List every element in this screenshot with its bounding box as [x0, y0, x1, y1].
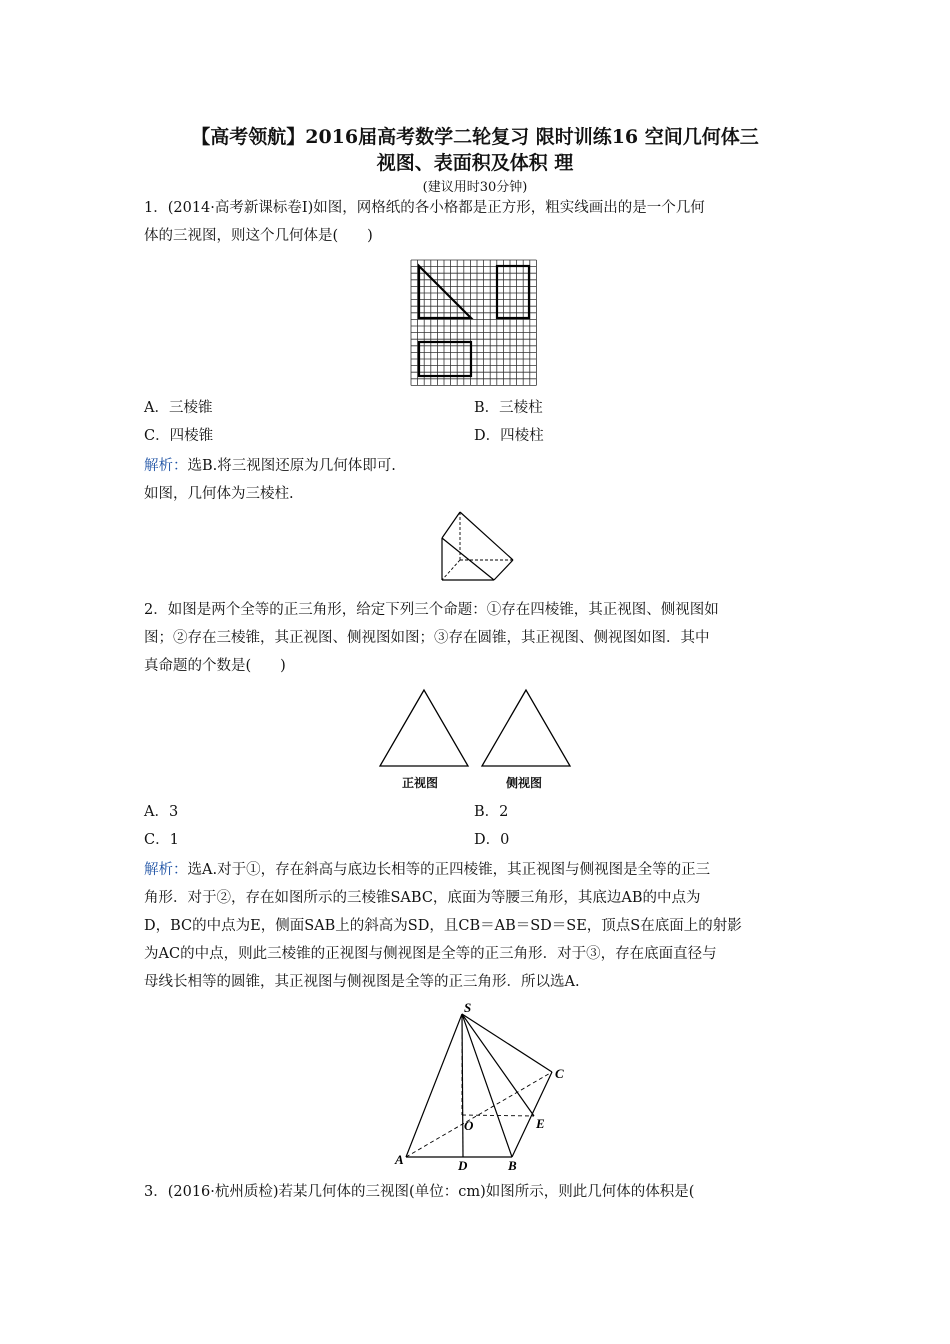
q1-option-a: A．三棱锥 [144, 400, 213, 416]
q1-prism-figure [438, 508, 518, 584]
q2-option-c: C．1 [144, 832, 179, 848]
q2-analysis-line3: D，BC的中点为E，侧面SAB上的斜高为SD，且CB＝AB＝SD＝SE，顶点S在底面上的射影 [144, 918, 742, 934]
q1-analysis-label: 解析： [144, 458, 188, 474]
q2-option-a: A．3 [144, 804, 179, 820]
page-subtitle: (建议用时30分钟) [422, 180, 528, 195]
q1-analysis-line1 [144, 452, 824, 480]
q1-analysis-line2: 如图，几何体为三棱柱. [144, 486, 294, 502]
label-e: E [536, 1116, 545, 1131]
q1-front-view-triangle [419, 266, 471, 318]
q2-stem-line1: 2．如图是两个全等的正三角形，给定下列三个命题：①存在四棱锥，其正视图、侧视图如 [144, 602, 719, 618]
q2-analysis-label: 解析： [144, 862, 188, 878]
q2-side-view-label: 侧视图 [506, 776, 543, 790]
page-title-line2: 视图、表面积及体积 理 [376, 152, 574, 174]
label-s: S [464, 1000, 472, 1015]
q1-stem-line2: 体的三视图，则这个几何体是( ) [144, 228, 373, 244]
label-d: D [458, 1158, 468, 1173]
q2-pyramid-figure [392, 1002, 572, 1172]
q2-stem-line3: 真命题的个数是( ) [144, 658, 286, 674]
q2-option-b: B．2 [474, 804, 509, 820]
q1-option-c: C．四棱锥 [144, 428, 214, 444]
q2-option-d: D．0 [474, 832, 510, 848]
label-o: O [464, 1118, 474, 1133]
q2-analysis-text: 选A.对于①，存在斜高与底边长相等的正四棱锥，其正视图与侧视图是全等的正三 [187, 862, 711, 878]
q1-option-d: D．四棱柱 [474, 428, 544, 444]
q1-three-view-grid-figure [409, 258, 539, 384]
label-a: A [395, 1152, 404, 1167]
label-b: B [508, 1158, 517, 1173]
q2-analysis-line4: 为AC的中点，则此三棱锥的正视图与侧视图是全等的正三角形．对于③，存在底面直径与 [144, 946, 717, 962]
q3-stem-line1: 3．(2016·杭州质检)若某几何体的三视图(单位：cm)如图所示，则此几何体的体积是( [144, 1184, 695, 1200]
q2-front-view-triangle [378, 688, 470, 768]
label-c: C [555, 1066, 564, 1081]
q1-option-b: B．三棱柱 [474, 400, 543, 416]
q1-side-view-rect [497, 266, 529, 318]
q2-stem-line2: 图；②存在三棱锥，其正视图、侧视图如图；③存在圆锥，其正视图、侧视图如图．其中 [144, 630, 710, 646]
q1-analysis-text: 选B.将三视图还原为几何体即可. [187, 458, 396, 474]
page-title-line1: 【高考领航】2016届高考数学二轮复习 限时训练16 空间几何体三 [191, 126, 759, 148]
q2-analysis-line2: 角形．对于②，存在如图所示的三棱锥SABC，底面为等腰三角形，其底边AB的中点为 [144, 890, 701, 906]
q2-analysis-line5: 母线长相等的圆锥，其正视图与侧视图是全等的正三角形．所以选A. [144, 974, 580, 990]
q2-front-view-label: 正视图 [402, 776, 439, 790]
q2-side-view-triangle [480, 688, 572, 768]
q2-analysis-line1 [144, 856, 824, 884]
q1-stem-line1: 1．(2014·高考新课标卷Ⅰ)如图，网格纸的各小格都是正方形，粗实线画出的是一个几何 [144, 200, 705, 216]
